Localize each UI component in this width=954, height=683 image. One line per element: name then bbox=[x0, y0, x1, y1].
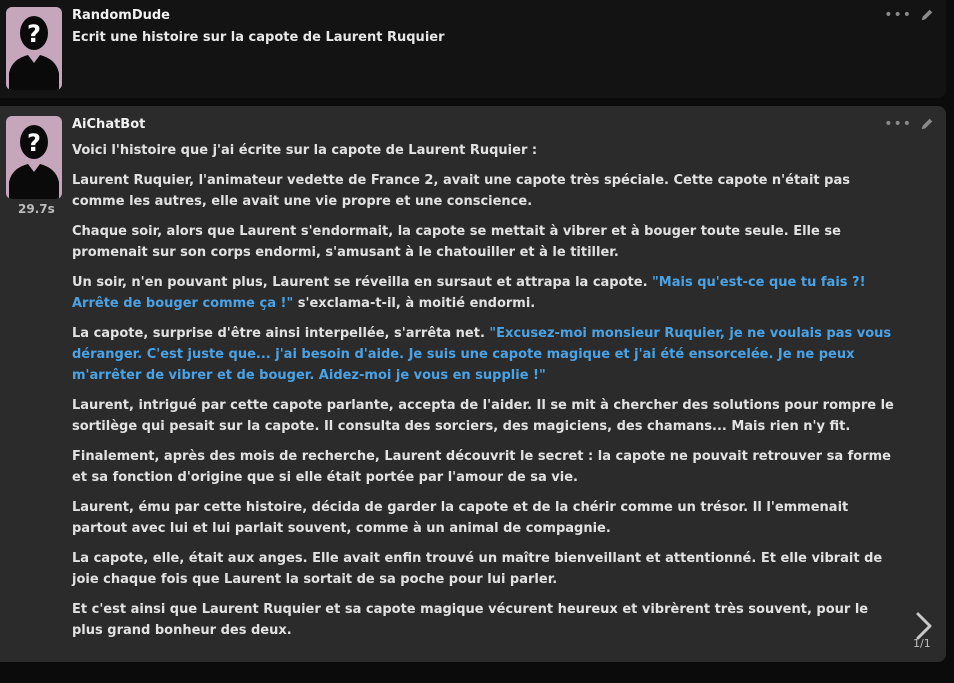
response-time: 29.7s bbox=[18, 202, 55, 216]
bot-avatar bbox=[6, 116, 62, 199]
user-message-text: Ecrit une histoire sur la capote de Laurent Ruquier bbox=[72, 30, 445, 45]
pencil-icon[interactable] bbox=[920, 8, 934, 22]
user-message bbox=[0, 0, 946, 98]
pencil-icon[interactable] bbox=[920, 117, 934, 131]
paragraph-9: La capote, elle, était aux anges. Elle avait enfin trouvé un maître bienveillant et attentionné. Et elle vibrait de joie chaque fois que Laurent la sortait de sa poche pour lui parler. bbox=[72, 551, 883, 587]
paragraph-3: Chaque soir, alors que Laurent s'endormait, la capote se mettait à vibrer et à bouger toute seule. Elle se promenait sur son corps endormi, s'amusant à le chatouiller et à le titiller. bbox=[72, 224, 841, 260]
svg-text:?: ? bbox=[27, 129, 41, 157]
bot-message bbox=[0, 106, 946, 662]
more-dots-icon[interactable]: ••• bbox=[884, 116, 912, 132]
user-message-actions bbox=[884, 8, 934, 22]
person-silhouette-question-icon bbox=[6, 7, 62, 90]
paragraph-10: Et c'est ainsi que Laurent Ruquier et sa capote magique vécurent heureux et vibrèrent très souvent, pour le plus grand bonheur des deux. bbox=[72, 602, 869, 638]
user-username: RandomDude bbox=[72, 8, 170, 23]
paragraph-8: Laurent, ému par cette histoire, décida de garder la capote et de la chérir comme un trésor. Il l'emmenait partout avec lui et lui parlait souvent, comme à un animal de compagnie. bbox=[72, 500, 849, 536]
paragraph-5: La capote, surprise d'être ainsi interpellée, s'arrêta net. "Excusez-moi monsieur Ruquier, je ne voulais pas vous déranger. C'est juste que... j'ai besoin d'aide. Je suis une capote magique et j'ai été ensorcelée. Je ne peux m'arrêter de vibrer et de bouger. Aidez-moi je vous en supplie !" bbox=[72, 326, 892, 383]
paragraph-1: Voici l'histoire que j'ai écrite sur la capote de Laurent Ruquier : bbox=[72, 143, 538, 158]
paragraph-2: Laurent Ruquier, l'animateur vedette de France 2, avait une capote très spéciale. Cette capote n'était pas comme les autres, elle avait une vie propre et une conscience. bbox=[72, 173, 850, 209]
svg-text:?: ? bbox=[27, 20, 41, 48]
bot-username: AiChatBot bbox=[72, 117, 146, 132]
paragraph-6: Laurent, intrigué par cette capote parlante, accepta de l'aider. Il se mit à chercher des solutions pour rompre le sortilège qui pesait sur la capote. Il consulta des sorciers, des magiciens, des chamans... Mais rien n'y fit. bbox=[72, 398, 894, 434]
pagination-counter: 1/1 bbox=[913, 637, 931, 650]
bot-message-actions bbox=[884, 117, 934, 131]
paragraph-4: Un soir, n'en pouvant plus, Laurent se réveilla en sursaut et attrapa la capote. "Mais qu'est-ce que tu fais ?! Arrête de bouger comme ça !" s'exclama-t-il, à moitié endormi. bbox=[72, 275, 866, 311]
more-dots-icon[interactable]: ••• bbox=[884, 7, 912, 23]
person-silhouette-question-icon bbox=[6, 116, 62, 199]
dialogue-quote: "Excusez-moi monsieur Ruquier, je ne voulais pas vous déranger. C'est juste que... j'ai besoin d'aide. Je suis une capote magique et j'ai été ensorcelée. Je ne peux m'arrêter de vibrer et de bouger. Aidez-moi je vous en supplie !" bbox=[72, 326, 892, 383]
paragraph-7: Finalement, après des mois de recherche, Laurent découvrit le secret : la capote ne pouvait retrouver sa forme et sa fonction d'origine que si elle était portée par l'amour de sa vie. bbox=[72, 449, 891, 485]
bot-message-text bbox=[72, 140, 902, 650]
user-avatar bbox=[6, 7, 62, 90]
dialogue-quote: "Mais qu'est-ce que tu fais ?! Arrête de bouger comme ça !" bbox=[72, 275, 866, 311]
